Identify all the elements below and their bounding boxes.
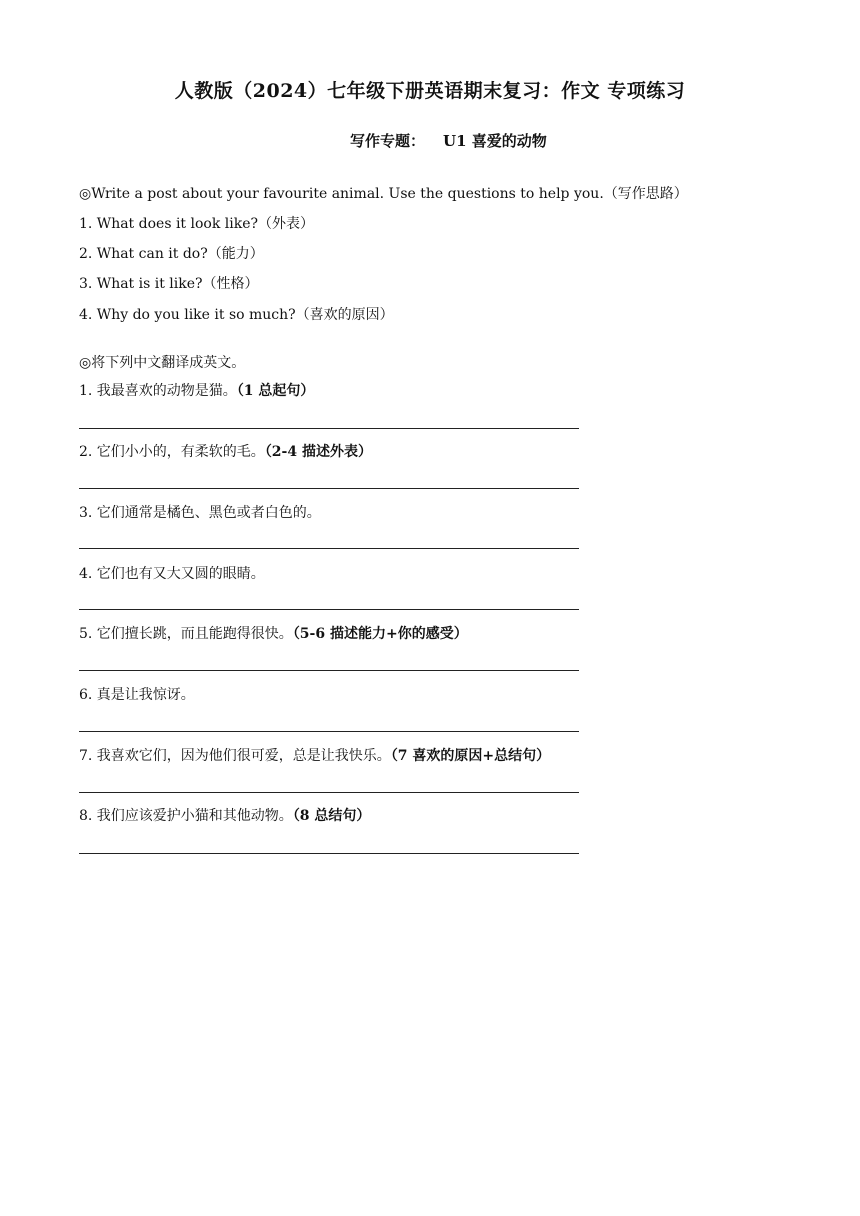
item-note: （1 总起句） xyxy=(236,383,315,399)
translation-intro: ◎将下列中文翻译成英文。 xyxy=(79,355,246,371)
answer-line-2[interactable] xyxy=(79,488,579,489)
item-text: 2. 它们小小的，有柔软的毛。 xyxy=(79,444,265,460)
item-note: （5-6 描述能力+你的感受） xyxy=(292,626,468,642)
item-text: 7. 我喜欢它们，因为他们很可爱，总是让我快乐。 xyxy=(79,748,391,764)
translation-item-6 xyxy=(79,685,195,705)
translation-item-5 xyxy=(79,624,468,644)
answer-line-4[interactable] xyxy=(79,609,579,610)
answer-line-3[interactable] xyxy=(79,548,579,549)
item-text: 3. 它们通常是橘色、黑色或者白色的。 xyxy=(79,505,321,521)
translation-item-1 xyxy=(79,381,314,401)
answer-line-5[interactable] xyxy=(79,670,579,671)
writing-topic-label: 写作专题： xyxy=(350,132,426,150)
writing-topic-title: U1 喜爱的动物 xyxy=(443,132,547,150)
prompt-question-1: 1. What does it look like?（外表） xyxy=(79,216,314,232)
answer-line-6[interactable] xyxy=(79,731,579,732)
item-text: 4. 它们也有又大又圆的眼睛。 xyxy=(79,566,265,582)
translation-item-7 xyxy=(79,746,550,766)
answer-line-7[interactable] xyxy=(79,792,579,793)
answer-line-1[interactable] xyxy=(79,428,579,429)
translation-item-3 xyxy=(79,503,321,523)
prompt-intro: ◎Write a post about your favourite animal. Use the questions to help you.（写作思路） xyxy=(79,186,688,202)
writing-topic xyxy=(350,130,547,151)
item-note: （8 总结句） xyxy=(292,808,371,824)
item-text: 6. 真是让我惊讶。 xyxy=(79,687,195,703)
item-text: 8. 我们应该爱护小猫和其他动物。 xyxy=(79,808,293,824)
prompt-question-2: 2. What can it do?（能力） xyxy=(79,246,264,262)
item-text: 1. 我最喜欢的动物是猫。 xyxy=(79,383,237,399)
translation-item-8 xyxy=(79,806,370,826)
item-note: （2-4 描述外表） xyxy=(264,444,372,460)
prompt-question-4: 4. Why do you like it so much?（喜欢的原因） xyxy=(79,307,394,323)
translation-item-4 xyxy=(79,564,265,584)
item-text: 5. 它们擅长跳，而且能跑得很快。 xyxy=(79,626,293,642)
page-title: 人教版（2024）七年级下册英语期末复习：作文 专项练习 xyxy=(174,80,686,102)
item-note: （7 喜欢的原因+总结句） xyxy=(390,748,551,764)
answer-line-8[interactable] xyxy=(79,853,579,854)
translation-item-2 xyxy=(79,442,372,462)
prompt-question-3: 3. What is it like?（性格） xyxy=(79,276,259,292)
